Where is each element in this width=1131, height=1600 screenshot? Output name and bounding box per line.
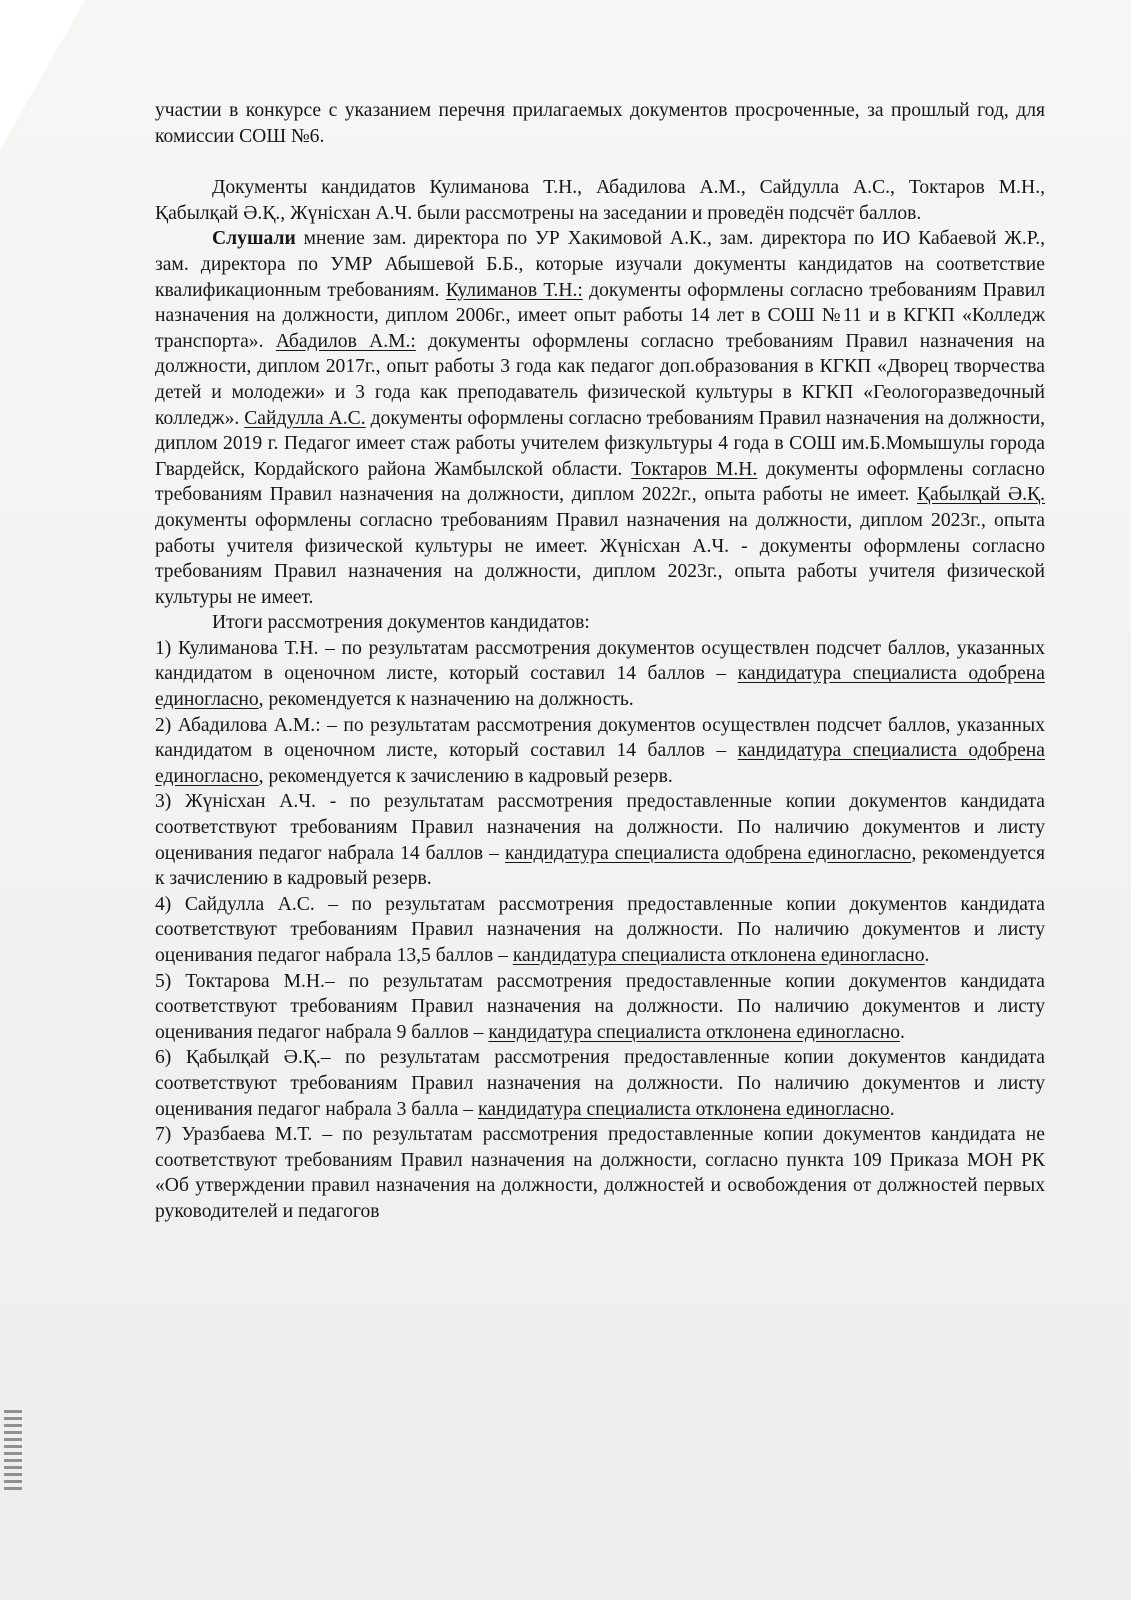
candidate-name: Токтаров М.Н. xyxy=(631,458,758,480)
decision-text: кандидатура специалиста одобрена единогласно xyxy=(505,842,912,864)
candidate-name: Абадилов А.М.: xyxy=(275,330,416,352)
result-item-last: 7) Уразбаева М.Т. – по результатам рассмотрения предоставленные копии документов кандидата не соответствуют требованиям Правил назначения на должности, согласно пункта 109 Приказа МОН РК «Об утверждении правил назначения на должности, должностей и освобождения от должностей первых руководителей и педагогов xyxy=(155,1124,1045,1222)
decision-text: кандидатура специалиста одобрена единогласно xyxy=(155,663,1045,711)
candidate-name: Қабылқай Ә.Қ. xyxy=(916,484,1046,506)
decision-text: кандидатура специалиста отклонена единогласно xyxy=(477,1098,890,1120)
result-item: 3) Жүнісхан А.Ч. - по результатам рассмотрения предоставленные копии документов кандидата соответствуют требованиям Правил назначения на должности. По наличию документов и листу оценивания педагог набрала 14 баллов – кандидатура специалиста одобрена единогласно, рекомендуется к зачислению в кадровый резерв. xyxy=(155,791,1045,890)
result-item: 2) Абадилова А.М.: – по результатам рассмотрения документов осуществлен подсчет баллов, указанных кандидатом в оценочном листе, который составил 14 баллов – кандидатура специалиста одобрена единогласно, рекомендуется к зачислению в кадровый резерв. xyxy=(155,714,1045,787)
result-item: 6) Қабылқай Ә.Қ.– по результатам рассмотрения предоставленные копии документов кандидата соответствуют требованиям Правил назначения на должности. По наличию документов и листу оценивания педагог набрала 3 балла – кандидатура специалиста отклонена единогласно. xyxy=(155,1047,1045,1120)
decision-text: кандидатура специалиста одобрена единогласно xyxy=(155,740,1045,787)
result-item: 1) Кулиманова Т.Н. – по результатам рассмотрения документов осуществлен подсчет баллов, указанных кандидатом в оценочном листе, который составил 14 баллов – кандидатура специалиста одобрена единогласно, рекомендуется к назначению на должность. xyxy=(155,637,1045,711)
decision-text: кандидатура специалиста отклонена единогласно xyxy=(512,945,925,966)
result-item: 5) Токтарова М.Н.– по результатам рассмотрения предоставленные копии документов кандидата соответствуют требованиям Правил назначения на должности. По наличию документов и листу оценивания педагог набрала 9 баллов – кандидатура специалиста отклонена единогласно. xyxy=(155,970,1045,1043)
intro-paragraph: участии в конкурсе с указанием перечня прилагаемых документов просроченные, за прошлый год, для комиссии СОШ №6. xyxy=(155,100,1045,147)
review-paragraph: Документы кандидатов Кулиманова Т.Н., Абадилова А.М., Сайдулла А.С., Токтаров М.Н., Қабылқай Ә.Қ., Жүнісхан А.Ч. были рассмотрены на заседании и проведён подсчёт баллов. xyxy=(155,177,1045,224)
document-body xyxy=(155,98,1046,1222)
margin-marks xyxy=(4,1410,22,1490)
heard-paragraph: Слушали мнение зам. директора по УР Хакимовой А.К., зам. директора по ИО Кабаевой Ж.Р., зам. директора по УМР Абышевой Б.Б., которые изучали документы кандидатов на соответствие квалификационным требованиям. Кулиманов Т.Н.: документы оформлены согласно требованиям Правил назначения на должности, диплом 2006г., имеет опыт работы 14 лет в СОШ №11 и в КГКП «Колледж транспорта». Абадилов А.М.: документы оформлены согласно требованиям Правил назначения на должности, диплом 2017г., опыт работы 3 года как педагог доп.образования в КГКП «Дворец творчества детей и молодежи» и 3 года как преподаватель физической культуры в КГКП «Геологоразведочный колледж». Сайдулла А.С. документы оформлены согласно требованиям Правил назначения на должности, диплом 2019 г. Педагог имеет стаж работы учителем физкультуры 4 года в СОШ им.Б.Момышулы города Гвардейск, Кордайского района Жамбылской области. Токтаров М.Н. документы оформлены согласно требованиям Правил назначения на должности, диплом 2022г., опыта работы не имеет. Қабылқай Ә.Қ. документы оформлены согласно требованиям Правил назначения на должности, диплом 2023г., опыта работы учителя физической культуры не имеет. Жүнісхан А.Ч. - документы оформлены согласно требованиям Правил назначения на должности, диплом 2023г., опыта работы учителя физической культуры не имеет. xyxy=(155,228,1046,608)
folded-corner xyxy=(0,0,85,150)
result-item: 4) Сайдулла А.С. – по результатам рассмотрения предоставленные копии документов кандидата соответствуют требованиям Правил назначения на должности. По наличию документов и листу оценивания педагог набрала 13,5 баллов – кандидатура специалиста отклонена единогласно. xyxy=(155,893,1045,966)
decision-text: кандидатура специалиста отклонена единогласно xyxy=(488,1021,901,1043)
results-heading: Итоги рассмотрения документов кандидатов: xyxy=(212,612,590,634)
heard-label: Слушали xyxy=(212,228,296,250)
cut-off-paragraph xyxy=(155,1122,1045,1222)
candidate-name: Сайдулла А.С. xyxy=(244,407,366,429)
candidate-name: Кулиманов Т.Н.: xyxy=(445,279,583,301)
